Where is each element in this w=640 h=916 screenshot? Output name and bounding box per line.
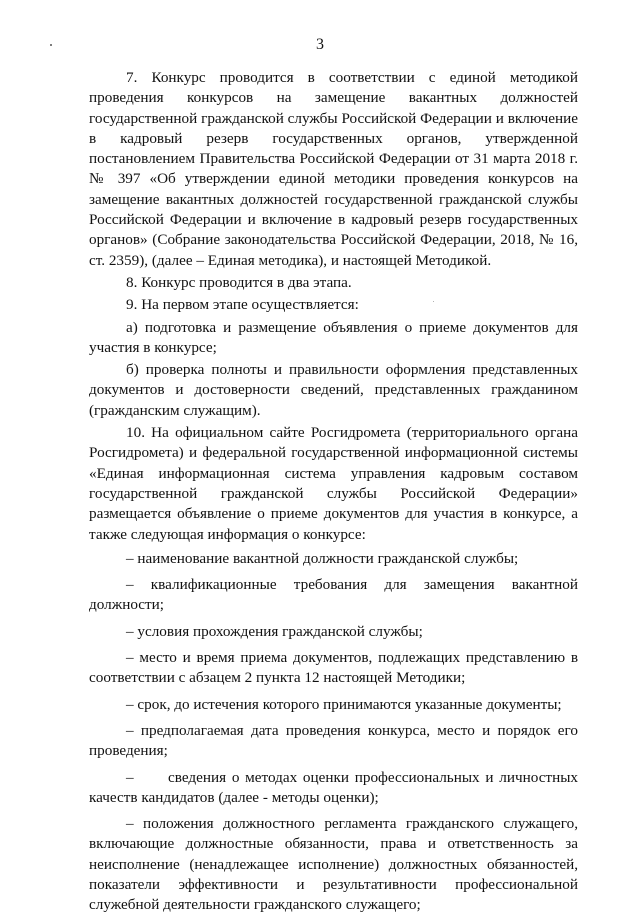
list-item: – наименование вакантной должности гражданской службы;: [126, 549, 519, 567]
list-item: – положения должностного регламента гражданского служащего, включающие должностные обязанности, права и ответственность за неисполнение (ненадлежащее исполнение) должностных обязанностей, показатели эффективности и результативности профессиональной служебной деятельности гражданского служащего;: [89, 815, 578, 914]
page-number: 3: [316, 36, 324, 53]
paragraph-9b: б) проверка полноты и правильности оформления представленных документов и достоверности сведений, представленных гражданином (гражданским служащим).: [89, 361, 578, 419]
document-body: [89, 68, 582, 916]
list-item: – условия прохождения гражданской службы;: [126, 622, 423, 640]
list-item: – срок, до истечения которого принимаются указанные документы;: [126, 695, 562, 713]
list-item: – предполагаемая дата проведения конкурса, место и порядок его проведения;: [89, 721, 578, 760]
paragraph-7: 7. Конкурс проводится в соответствии с единой методикой проведения конкурсов на замещение вакантных должностей государственной гражданской службы Российской Федерации и включение в кадровый резерв государственных органов, утвержденной постановлением Правительства Российской Федерации от 31 марта 2018 г. № 397 «Об утверждении единой методики проведения конкурсов на замещение вакантных должностей государственной гражданской службы Российской Федерации и включение в кадровый резерв государственных органов» (Собрание законодательства Российской Федерации, 2018, № 16, ст. 2359), (далее – Единая методика), и настоящей Методикой.: [89, 69, 578, 269]
paragraph-8: 8. Конкурс проводится в два этапа.: [126, 273, 352, 291]
paragraph-10: 10. На официальном сайте Росгидромета (территориального органа Росгидромета) и федеральной государственной информационной системы «Единая информационная система управления кадровым составом государственной гражданской службы Российской Федерации» размещается объявление о приеме документов для участия в конкурсе, а также следующая информация о конкурсе:: [89, 424, 578, 543]
list-item: – место и время приема документов, подлежащих представлению в соответствии с абзацем 2 пункта 12 настоящей Методики;: [89, 649, 578, 687]
scan-speck: [50, 44, 52, 46]
list-item: – сведения о методах оценки профессиональных и личностных качеств кандидатов (далее - методы оценки);: [89, 768, 582, 806]
paragraph-9: 9. На первом этапе осуществляется:: [126, 296, 359, 314]
list-item: – квалификационные требования для замещения вакантной должности;: [89, 576, 578, 614]
paragraph-9a: а) подготовка и размещение объявления о приеме документов для участия в конкурсе;: [89, 318, 578, 356]
